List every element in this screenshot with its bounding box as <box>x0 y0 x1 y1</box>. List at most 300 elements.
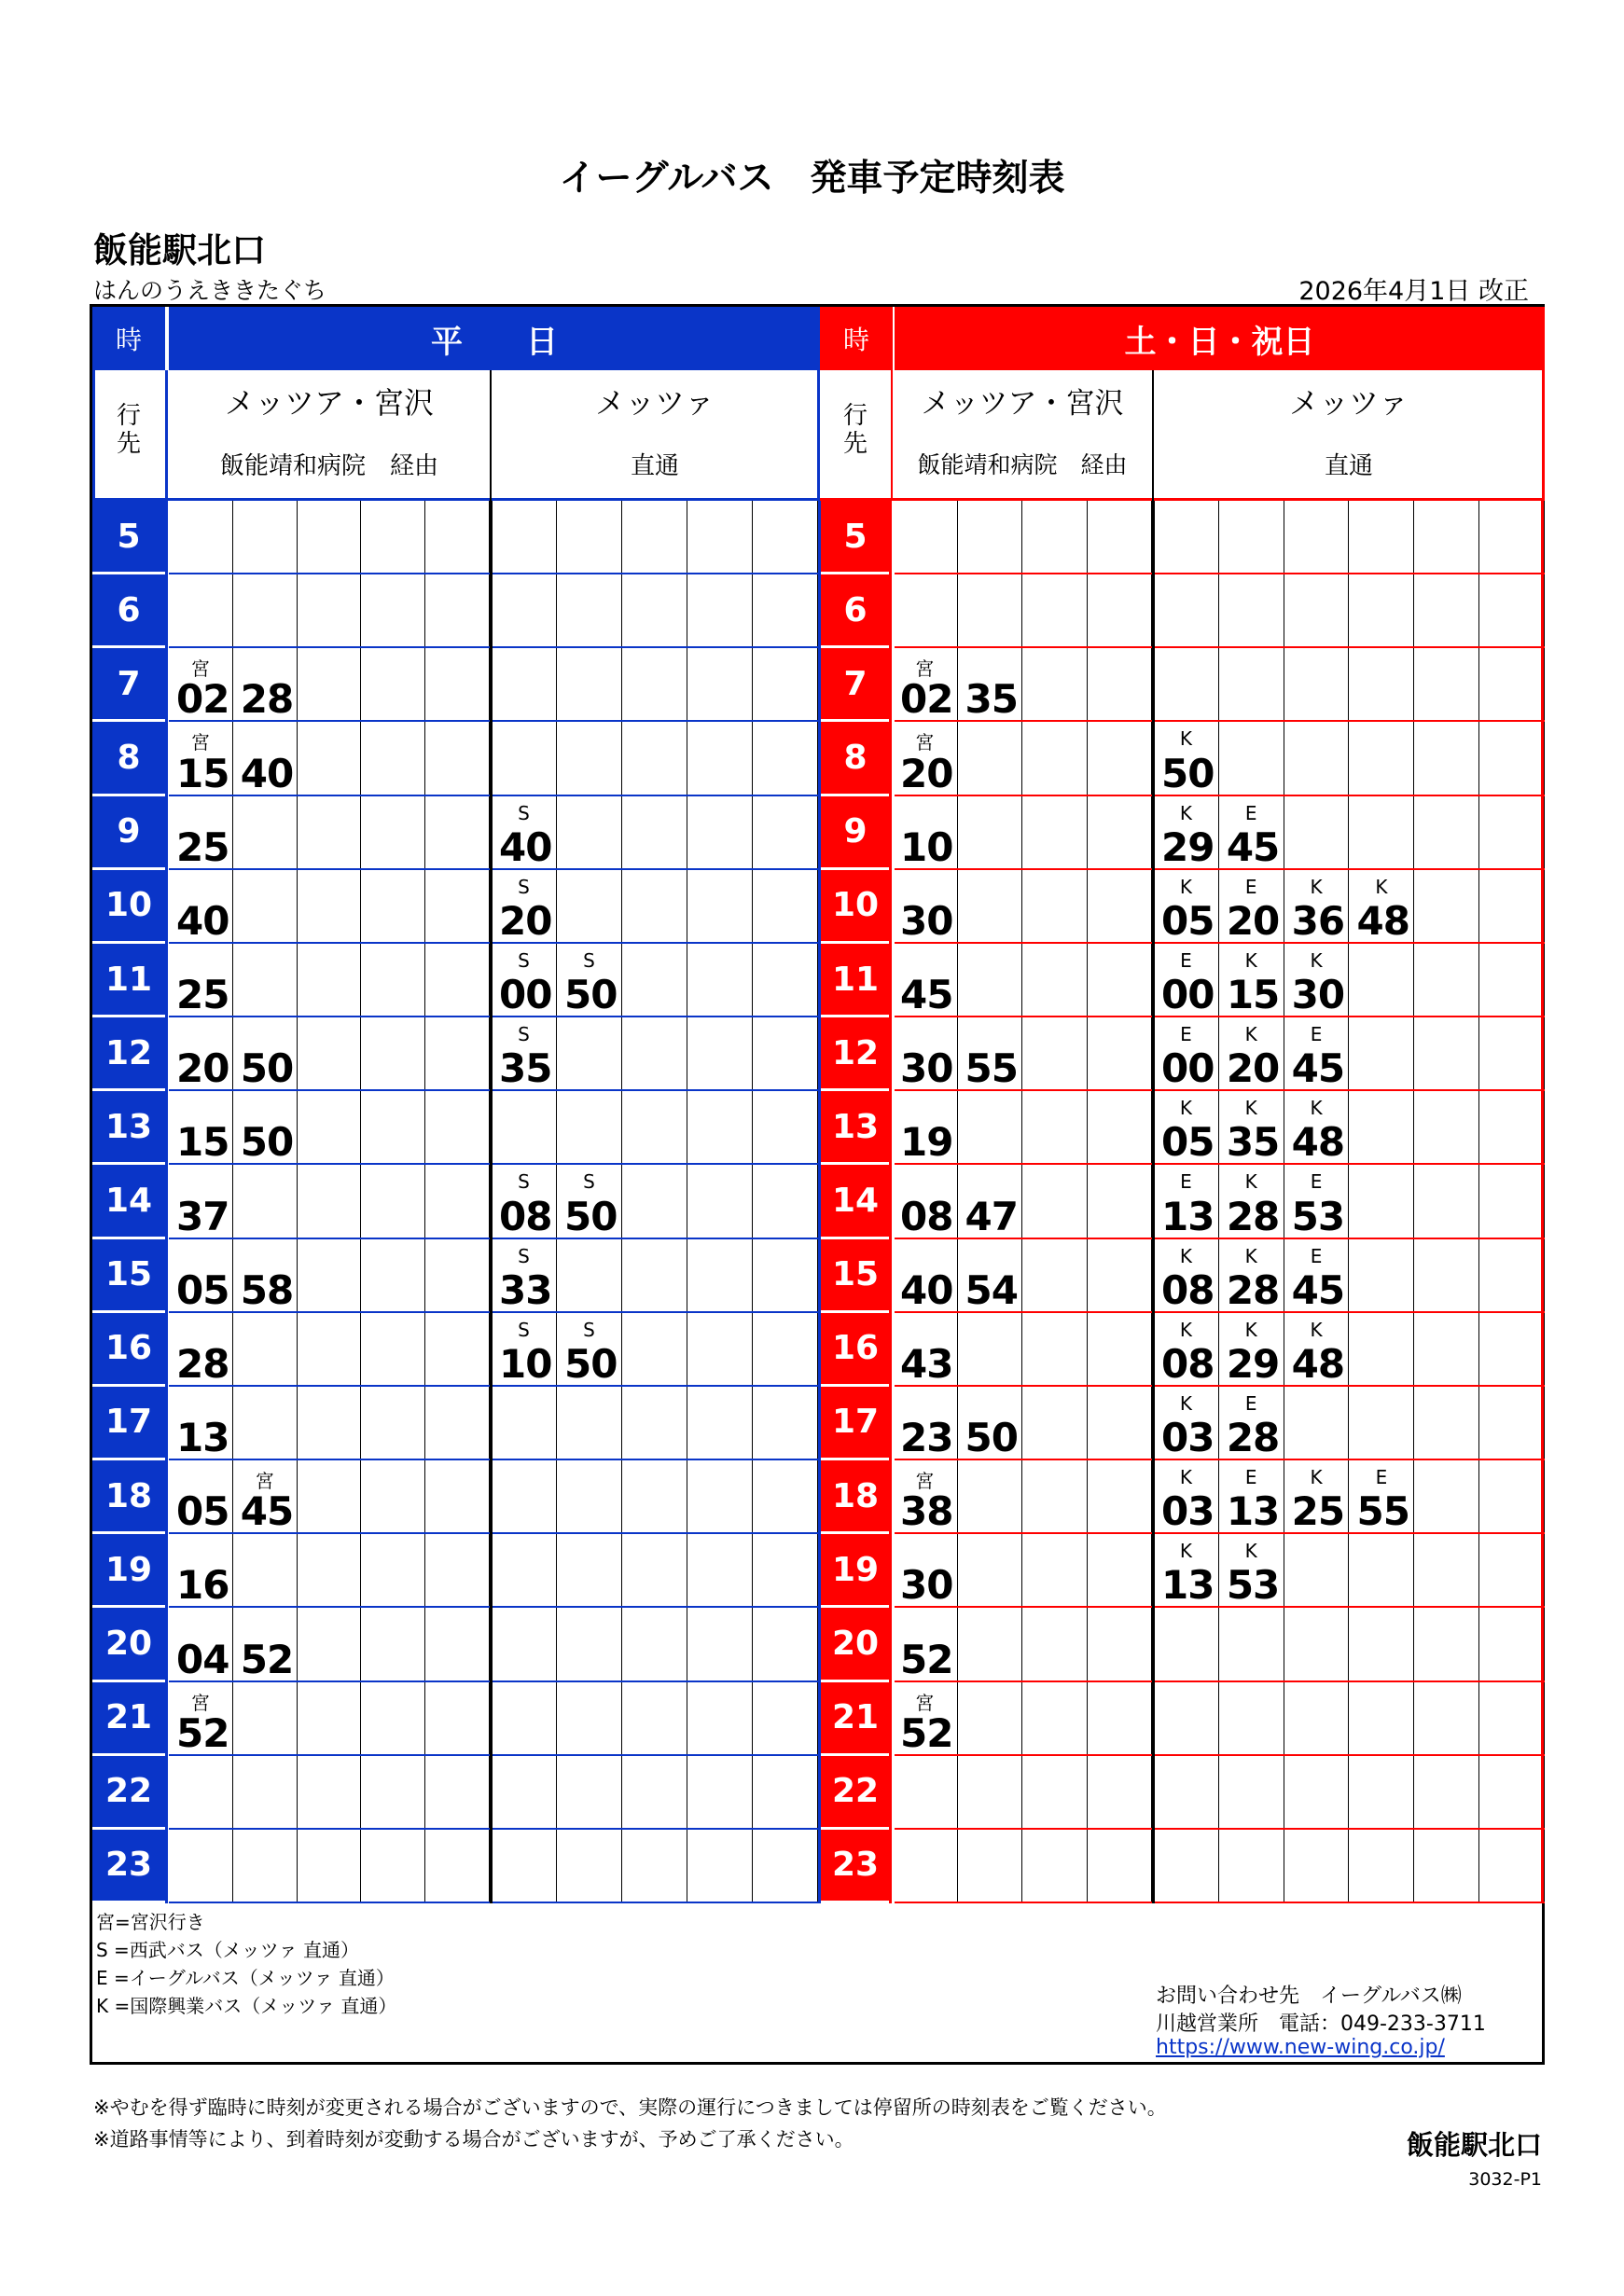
weekday-r2-slot <box>753 648 818 720</box>
weekday-r2-slot <box>557 722 622 794</box>
holiday-r2-slot <box>1154 1091 1219 1166</box>
departure-minute: 29 <box>1226 1340 1280 1387</box>
weekday-r2-slot <box>557 1460 622 1532</box>
weekday-r1-slot <box>233 1830 298 1902</box>
holiday-r2-slot <box>1479 1756 1545 1828</box>
weekday-r2-slot <box>687 1017 753 1089</box>
holiday-r1-slot <box>958 944 1023 1016</box>
weekday-r1-slot <box>425 1460 490 1532</box>
holiday-r2-slot <box>1284 574 1350 646</box>
weekday-r2-slot <box>557 1165 622 1237</box>
weekday-hour-header: 時 <box>92 307 165 370</box>
departure-minute: 53 <box>1226 1562 1280 1609</box>
holiday-r2-slot <box>1219 648 1284 720</box>
holiday-r2-slot <box>1414 1091 1479 1163</box>
holiday-r2-slot <box>1414 1460 1479 1532</box>
operator-mark: E <box>1244 801 1257 824</box>
weekday-r1-slot <box>233 870 298 942</box>
weekday-r2-slot <box>622 870 687 942</box>
holiday-r2-slot <box>1350 1165 1415 1237</box>
legend-item: S =西武バス（メッツァ 直通） <box>96 1939 359 1961</box>
weekday-r1-slot <box>298 1460 362 1532</box>
operator-mark: E <box>1244 1391 1257 1415</box>
weekday-r2-slot <box>492 796 557 868</box>
holiday-hour-cell: 12 <box>820 1017 891 1088</box>
operator-mark: 宮 <box>915 1470 935 1493</box>
weekday-r1-slot <box>169 574 233 646</box>
holiday-r2-slot <box>1350 1460 1415 1535</box>
weekday-r2-slot <box>687 1165 753 1237</box>
weekday-r2-slot <box>622 1387 687 1459</box>
departure-minute: 55 <box>1356 1488 1409 1535</box>
holiday-r2-slot <box>1219 1387 1284 1459</box>
departure-minute: 30 <box>900 897 953 944</box>
weekday-r1-slot <box>361 722 425 794</box>
holiday-r2-slot <box>1219 1091 1284 1166</box>
weekday-r2-slot <box>622 1460 687 1532</box>
departure-minute: 00 <box>1161 972 1215 1018</box>
weekday-r1-slot <box>361 1313 425 1385</box>
holiday-hour-cell: 13 <box>820 1091 891 1162</box>
weekday-r1-slot <box>298 944 362 1016</box>
holiday-r2-slot <box>1154 1682 1219 1754</box>
holiday-r1-slot <box>958 1017 1023 1092</box>
weekday-r2-slot <box>557 648 622 720</box>
holiday-r1-slot <box>1022 1756 1088 1828</box>
weekday-r1-slot <box>361 1017 425 1089</box>
weekday-r2-slot <box>753 722 818 794</box>
holiday-r1-slot <box>1088 1460 1153 1532</box>
weekday-r2-slot <box>622 1534 687 1606</box>
operator-mark: 宮 <box>915 731 935 754</box>
departure-minute: 20 <box>499 897 552 944</box>
holiday-r1-slot <box>893 1387 958 1459</box>
holiday-r2-slot <box>1284 1387 1350 1459</box>
section-divider <box>490 501 493 1903</box>
holiday-r2-slot <box>1154 1313 1219 1385</box>
holiday-r1-slot <box>1022 1460 1088 1532</box>
holiday-r2-slot <box>1414 501 1479 573</box>
holiday-hour-cell: 15 <box>820 1239 891 1310</box>
holiday-r1-slot <box>958 1608 1023 1680</box>
operator-mark: K <box>1179 801 1192 824</box>
weekday-r1-slot <box>298 1534 362 1606</box>
holiday-r1-slot <box>1088 1239 1153 1311</box>
departure-minute: 45 <box>1226 823 1280 870</box>
holiday-r2-slot <box>1284 1239 1350 1311</box>
weekday-r1-slot <box>169 1165 233 1237</box>
weekday-r2-slot <box>557 501 622 573</box>
holiday-r1-slot <box>958 796 1023 868</box>
holiday-r2-slot <box>1219 1830 1284 1902</box>
holiday-r2-slot <box>1154 796 1219 868</box>
weekday-r2-slot <box>622 1830 687 1902</box>
weekday-r1-slot <box>169 1091 233 1166</box>
holiday-r2-slot <box>1414 1017 1479 1089</box>
holiday-r1-slot <box>958 1387 1023 1459</box>
weekday-r2-slot <box>492 1534 557 1606</box>
departure-minute: 04 <box>176 1636 229 1682</box>
holiday-hour-cell: 14 <box>820 1165 891 1236</box>
weekday-r2-slot <box>557 1091 622 1163</box>
weekday-r2-slot <box>753 1608 818 1680</box>
weekday-r2-slot <box>753 870 818 942</box>
departure-minute: 00 <box>499 972 552 1018</box>
holiday-r2-slot <box>1284 1091 1350 1166</box>
operator-mark: K <box>1244 1244 1257 1267</box>
holiday-r1-slot <box>958 648 1023 723</box>
weekday-day-label: 平 日 <box>169 307 820 370</box>
weekday-r1-slot <box>298 870 362 942</box>
departure-minute: 52 <box>240 1636 294 1682</box>
holiday-r2-slot <box>1219 1017 1284 1092</box>
holiday-r2-slot <box>1154 722 1219 794</box>
holiday-r2-slot <box>1414 1830 1479 1902</box>
holiday-r2-slot <box>1219 1608 1284 1680</box>
departure-minute: 03 <box>1161 1415 1215 1461</box>
weekday-r1-slot <box>425 722 490 794</box>
weekday-hour-cell: 11 <box>92 944 165 1015</box>
weekday-r1-slot <box>361 574 425 646</box>
holiday-r1-slot <box>893 501 958 573</box>
contact-line1: お問い合わせ先 イーグルバス㈱ <box>1156 1985 1462 2008</box>
weekday-r1-slot <box>298 1387 362 1459</box>
holiday-r2-slot <box>1479 1830 1545 1902</box>
departure-minute: 40 <box>499 823 552 870</box>
holiday-r2-slot <box>1219 796 1284 868</box>
weekday-r2-slot <box>687 1830 753 1902</box>
holiday-r1-slot <box>1088 1830 1153 1902</box>
holiday-r1-slot <box>893 1165 958 1237</box>
note: ※道路事情等により、到着時刻が変動する場合がございますが、予めご了承ください。 <box>93 2128 854 2151</box>
holiday-r1-slot <box>1022 648 1088 720</box>
holiday-r2-slot <box>1350 870 1415 942</box>
holiday-r2-slot <box>1479 1165 1545 1237</box>
holiday-r2-slot <box>1479 1091 1545 1163</box>
departure-minute: 35 <box>499 1045 552 1092</box>
holiday-r2-slot <box>1219 574 1284 646</box>
holiday-hour-cell: 20 <box>820 1608 891 1679</box>
operator-mark: S <box>583 1318 595 1341</box>
departure-minute: 36 <box>1291 897 1345 944</box>
holiday-r1-slot <box>1088 1387 1153 1459</box>
operator-mark: K <box>1244 1540 1257 1563</box>
weekday-r2-slot <box>622 1239 687 1311</box>
holiday-r2-slot <box>1350 501 1415 573</box>
weekday-r1-slot <box>361 1165 425 1237</box>
section-divider <box>1152 501 1155 1903</box>
weekday-r2-slot <box>492 1165 557 1237</box>
holiday-r2-slot <box>1479 944 1545 1016</box>
holiday-hour-cell: 19 <box>820 1534 891 1605</box>
holiday-r1-slot <box>1022 1534 1088 1606</box>
weekday-r2-slot <box>557 1239 622 1311</box>
weekday-r1-slot <box>169 796 233 868</box>
footer-stop-name: 飯能駅北口 <box>1406 2129 1542 2161</box>
weekday-r2-slot <box>687 870 753 942</box>
weekday-hour-cell: 12 <box>92 1017 165 1088</box>
holiday-r2-slot <box>1350 722 1415 794</box>
section-divider <box>165 501 168 1903</box>
holiday-r1-slot <box>893 1091 958 1166</box>
holiday-r1-slot <box>1088 1756 1153 1828</box>
weekday-r2-slot <box>492 1239 557 1311</box>
weekday-r2-slot <box>492 1387 557 1459</box>
weekday-r1-slot <box>361 1239 425 1311</box>
weekday-r1-slot <box>169 870 233 942</box>
holiday-r2-slot <box>1219 1460 1284 1535</box>
operator-mark: S <box>518 1244 530 1267</box>
holiday-r2-slot <box>1219 501 1284 573</box>
weekday-r1-slot <box>169 1608 233 1680</box>
departure-minute: 03 <box>1161 1488 1215 1535</box>
holiday-r1-slot <box>958 1460 1023 1532</box>
holiday-r2-slot <box>1350 1756 1415 1828</box>
weekday-r2-slot <box>622 574 687 646</box>
weekday-hour-cell: 6 <box>92 574 165 645</box>
holiday-r2-slot <box>1154 574 1219 646</box>
departure-minute: 50 <box>564 972 618 1018</box>
holiday-r2-slot <box>1219 1534 1284 1609</box>
holiday-hour-cell: 17 <box>820 1387 891 1458</box>
holiday-r1-slot <box>958 870 1023 942</box>
holiday-r2-slot <box>1479 870 1545 942</box>
weekday-r1-slot <box>425 1091 490 1163</box>
departure-minute: 13 <box>1226 1488 1280 1535</box>
weekday-r1-slot <box>361 1534 425 1606</box>
weekday-hour-cell: 20 <box>92 1608 165 1679</box>
holiday-r1-slot <box>958 1682 1023 1754</box>
departure-minute: 28 <box>240 676 294 723</box>
weekday-r2-slot <box>557 1313 622 1385</box>
weekday-r2-slot <box>753 501 818 573</box>
departure-minute: 15 <box>176 1119 229 1166</box>
holiday-r2-slot <box>1154 501 1219 573</box>
departure-minute: 37 <box>176 1193 229 1239</box>
holiday-r1-slot <box>1022 1608 1088 1680</box>
holiday-r1-slot <box>893 1756 958 1828</box>
holiday-r1-slot <box>1088 1534 1153 1606</box>
weekday-r1-slot <box>425 1608 490 1680</box>
holiday-r1-slot <box>958 1091 1023 1163</box>
departure-minute: 33 <box>499 1266 552 1313</box>
holiday-r2-slot <box>1350 648 1415 720</box>
holiday-r1-slot <box>893 648 958 723</box>
weekday-r2-slot <box>492 1460 557 1532</box>
holiday-r1-slot <box>958 1534 1023 1606</box>
holiday-r2-slot <box>1479 648 1545 720</box>
departure-minute: 50 <box>240 1119 294 1166</box>
timetable-board <box>90 304 1545 2065</box>
weekday-r1-slot <box>169 1682 233 1754</box>
stop-name: 飯能駅北口 <box>93 230 266 270</box>
holiday-r2-slot <box>1414 574 1479 646</box>
weekday-r1-slot <box>298 1608 362 1680</box>
holiday-r2-slot <box>1350 1239 1415 1311</box>
holiday-r1-slot <box>893 1460 958 1535</box>
operator-mark: K <box>1179 1318 1192 1341</box>
weekday-r1-slot <box>361 1387 425 1459</box>
departure-minute: 40 <box>240 750 294 796</box>
operator-mark: S <box>583 1170 595 1194</box>
departure-minute: 00 <box>1161 1045 1215 1092</box>
departure-minute: 50 <box>564 1340 618 1387</box>
departure-minute: 05 <box>1161 897 1215 944</box>
holiday-r1-slot <box>1022 1091 1088 1163</box>
weekday-r1-slot <box>425 648 490 720</box>
operator-mark: E <box>1180 1023 1192 1046</box>
holiday-hour-header: 時 <box>820 307 893 370</box>
holiday-r2-slot <box>1284 944 1350 1016</box>
departure-minute: 40 <box>176 897 229 944</box>
holiday-r2-slot <box>1284 796 1350 868</box>
departure-minute: 15 <box>1226 972 1280 1018</box>
holiday-dest-label: 行 先 <box>842 402 868 458</box>
weekday-route2-name: メッツァ <box>595 385 715 421</box>
holiday-r1-slot <box>1022 722 1088 794</box>
weekday-r1-slot <box>298 1017 362 1089</box>
departure-minute: 30 <box>900 1045 953 1092</box>
weekday-r2-slot <box>557 1682 622 1754</box>
weekday-r2-slot <box>492 501 557 573</box>
weekday-r1-slot <box>233 574 298 646</box>
weekday-r2-slot <box>687 1756 753 1828</box>
weekday-r2-slot <box>557 1756 622 1828</box>
holiday-r2-slot <box>1219 1682 1284 1754</box>
page-title: イーグルバス 発車予定時刻表 <box>559 158 1065 200</box>
holiday-r2-slot <box>1154 648 1219 720</box>
weekday-r2-slot <box>753 1387 818 1459</box>
weekday-r1-slot <box>169 501 233 573</box>
holiday-r2-slot <box>1284 870 1350 942</box>
holiday-r2-slot <box>1154 870 1219 942</box>
operator-mark: K <box>1244 948 1257 972</box>
holiday-hour-cell: 5 <box>820 501 891 572</box>
weekday-hour-cell: 5 <box>92 501 165 572</box>
holiday-r2-slot <box>1479 574 1545 646</box>
operator-mark: K <box>1179 1244 1192 1267</box>
holiday-r2-slot <box>1414 1239 1479 1311</box>
holiday-r2-slot <box>1479 1017 1545 1089</box>
weekday-r1-slot <box>425 1313 490 1385</box>
departure-minute: 50 <box>564 1193 618 1239</box>
legend-item: K =国際興業バス（メッツァ 直通） <box>96 1995 397 2017</box>
holiday-r1-slot <box>1088 1608 1153 1680</box>
weekday-r2-slot <box>622 1165 687 1237</box>
departure-minute: 28 <box>1226 1266 1280 1313</box>
holiday-r1-slot <box>958 722 1023 794</box>
holiday-r2-slot <box>1154 1165 1219 1237</box>
holiday-r2-slot <box>1414 1313 1479 1385</box>
departure-minute: 02 <box>176 676 229 723</box>
weekday-r2-slot <box>753 944 818 1016</box>
weekday-r2-slot <box>557 1017 622 1089</box>
holiday-day-label: 土・日・祝日 <box>895 307 1545 370</box>
holiday-r2-slot <box>1350 1608 1415 1680</box>
weekday-r1-slot <box>425 1387 490 1459</box>
holiday-r2-slot <box>1350 796 1415 868</box>
holiday-r2-slot <box>1154 1830 1219 1902</box>
weekday-hour-cell: 8 <box>92 722 165 793</box>
holiday-r2-slot <box>1284 1830 1350 1902</box>
weekday-r1-slot <box>233 944 298 1016</box>
holiday-hour-cell: 23 <box>820 1830 891 1901</box>
weekday-r1-slot <box>425 1830 490 1902</box>
timetable-grid <box>92 501 1545 1903</box>
contact-url-link[interactable]: https://www.new-wing.co.jp/ <box>1156 2036 1445 2059</box>
weekday-r2-slot <box>557 1830 622 1902</box>
holiday-r1-slot <box>1088 796 1153 868</box>
weekday-hour-cell: 10 <box>92 870 165 941</box>
operator-mark: 宮 <box>915 1691 935 1714</box>
weekday-r1-slot <box>425 1682 490 1754</box>
weekday-r1-slot <box>298 648 362 720</box>
holiday-r1-slot <box>1022 1313 1088 1385</box>
weekday-hour-cell: 19 <box>92 1534 165 1605</box>
holiday-r1-slot <box>1022 1387 1088 1459</box>
weekday-r2-slot <box>622 796 687 868</box>
operator-mark: E <box>1244 875 1257 898</box>
operator-mark: K <box>1179 1466 1192 1489</box>
holiday-r2-slot <box>1350 1682 1415 1754</box>
holiday-r2-slot <box>1284 1756 1350 1828</box>
operator-mark: 宮 <box>190 657 210 681</box>
holiday-r1-slot <box>893 1682 958 1754</box>
operator-mark: K <box>1310 1318 1323 1341</box>
operator-mark: E <box>1244 1466 1257 1489</box>
departure-minute: 48 <box>1291 1119 1345 1166</box>
departure-minute: 45 <box>900 972 953 1018</box>
weekday-r2-slot <box>687 1313 753 1385</box>
holiday-r2-slot <box>1284 501 1350 573</box>
operator-mark: E <box>1310 1170 1323 1194</box>
holiday-hour-cell: 16 <box>820 1313 891 1384</box>
weekday-r1-slot <box>233 1387 298 1459</box>
departure-minute: 23 <box>900 1415 953 1461</box>
holiday-r2-slot <box>1219 870 1284 942</box>
departure-minute: 45 <box>1291 1266 1345 1313</box>
holiday-r2-slot <box>1219 1756 1284 1828</box>
holiday-r2-slot <box>1414 870 1479 942</box>
section-divider <box>889 501 892 1903</box>
holiday-hour-cell: 7 <box>820 648 891 719</box>
holiday-r2-slot <box>1479 1682 1545 1754</box>
weekday-r2-slot <box>492 1017 557 1092</box>
holiday-r2-slot <box>1414 796 1479 868</box>
departure-minute: 08 <box>499 1193 552 1239</box>
holiday-r1-slot <box>1088 1017 1153 1089</box>
weekday-r1-slot <box>361 944 425 1016</box>
operator-mark: S <box>518 801 530 824</box>
weekday-r2-slot <box>687 1534 753 1606</box>
holiday-r2-slot <box>1154 1608 1219 1680</box>
weekday-r1-slot <box>233 648 298 723</box>
weekday-r1-slot <box>169 1756 233 1828</box>
operator-mark: K <box>1179 727 1192 751</box>
weekday-hour-cell: 23 <box>92 1830 165 1901</box>
holiday-r2-slot <box>1479 501 1545 573</box>
weekday-r2-slot <box>492 1608 557 1680</box>
revision-date: 2026年4月1日 改正 <box>1298 277 1529 306</box>
holiday-r2-slot <box>1284 1165 1350 1237</box>
weekday-r2-slot <box>622 1017 687 1089</box>
weekday-r2-slot <box>687 1091 753 1163</box>
weekday-r2-slot <box>492 1756 557 1828</box>
holiday-r2-slot <box>1284 1534 1350 1606</box>
weekday-hour-cell: 14 <box>92 1165 165 1236</box>
weekday-r1-slot <box>169 722 233 794</box>
weekday-r2-slot <box>753 1830 818 1902</box>
